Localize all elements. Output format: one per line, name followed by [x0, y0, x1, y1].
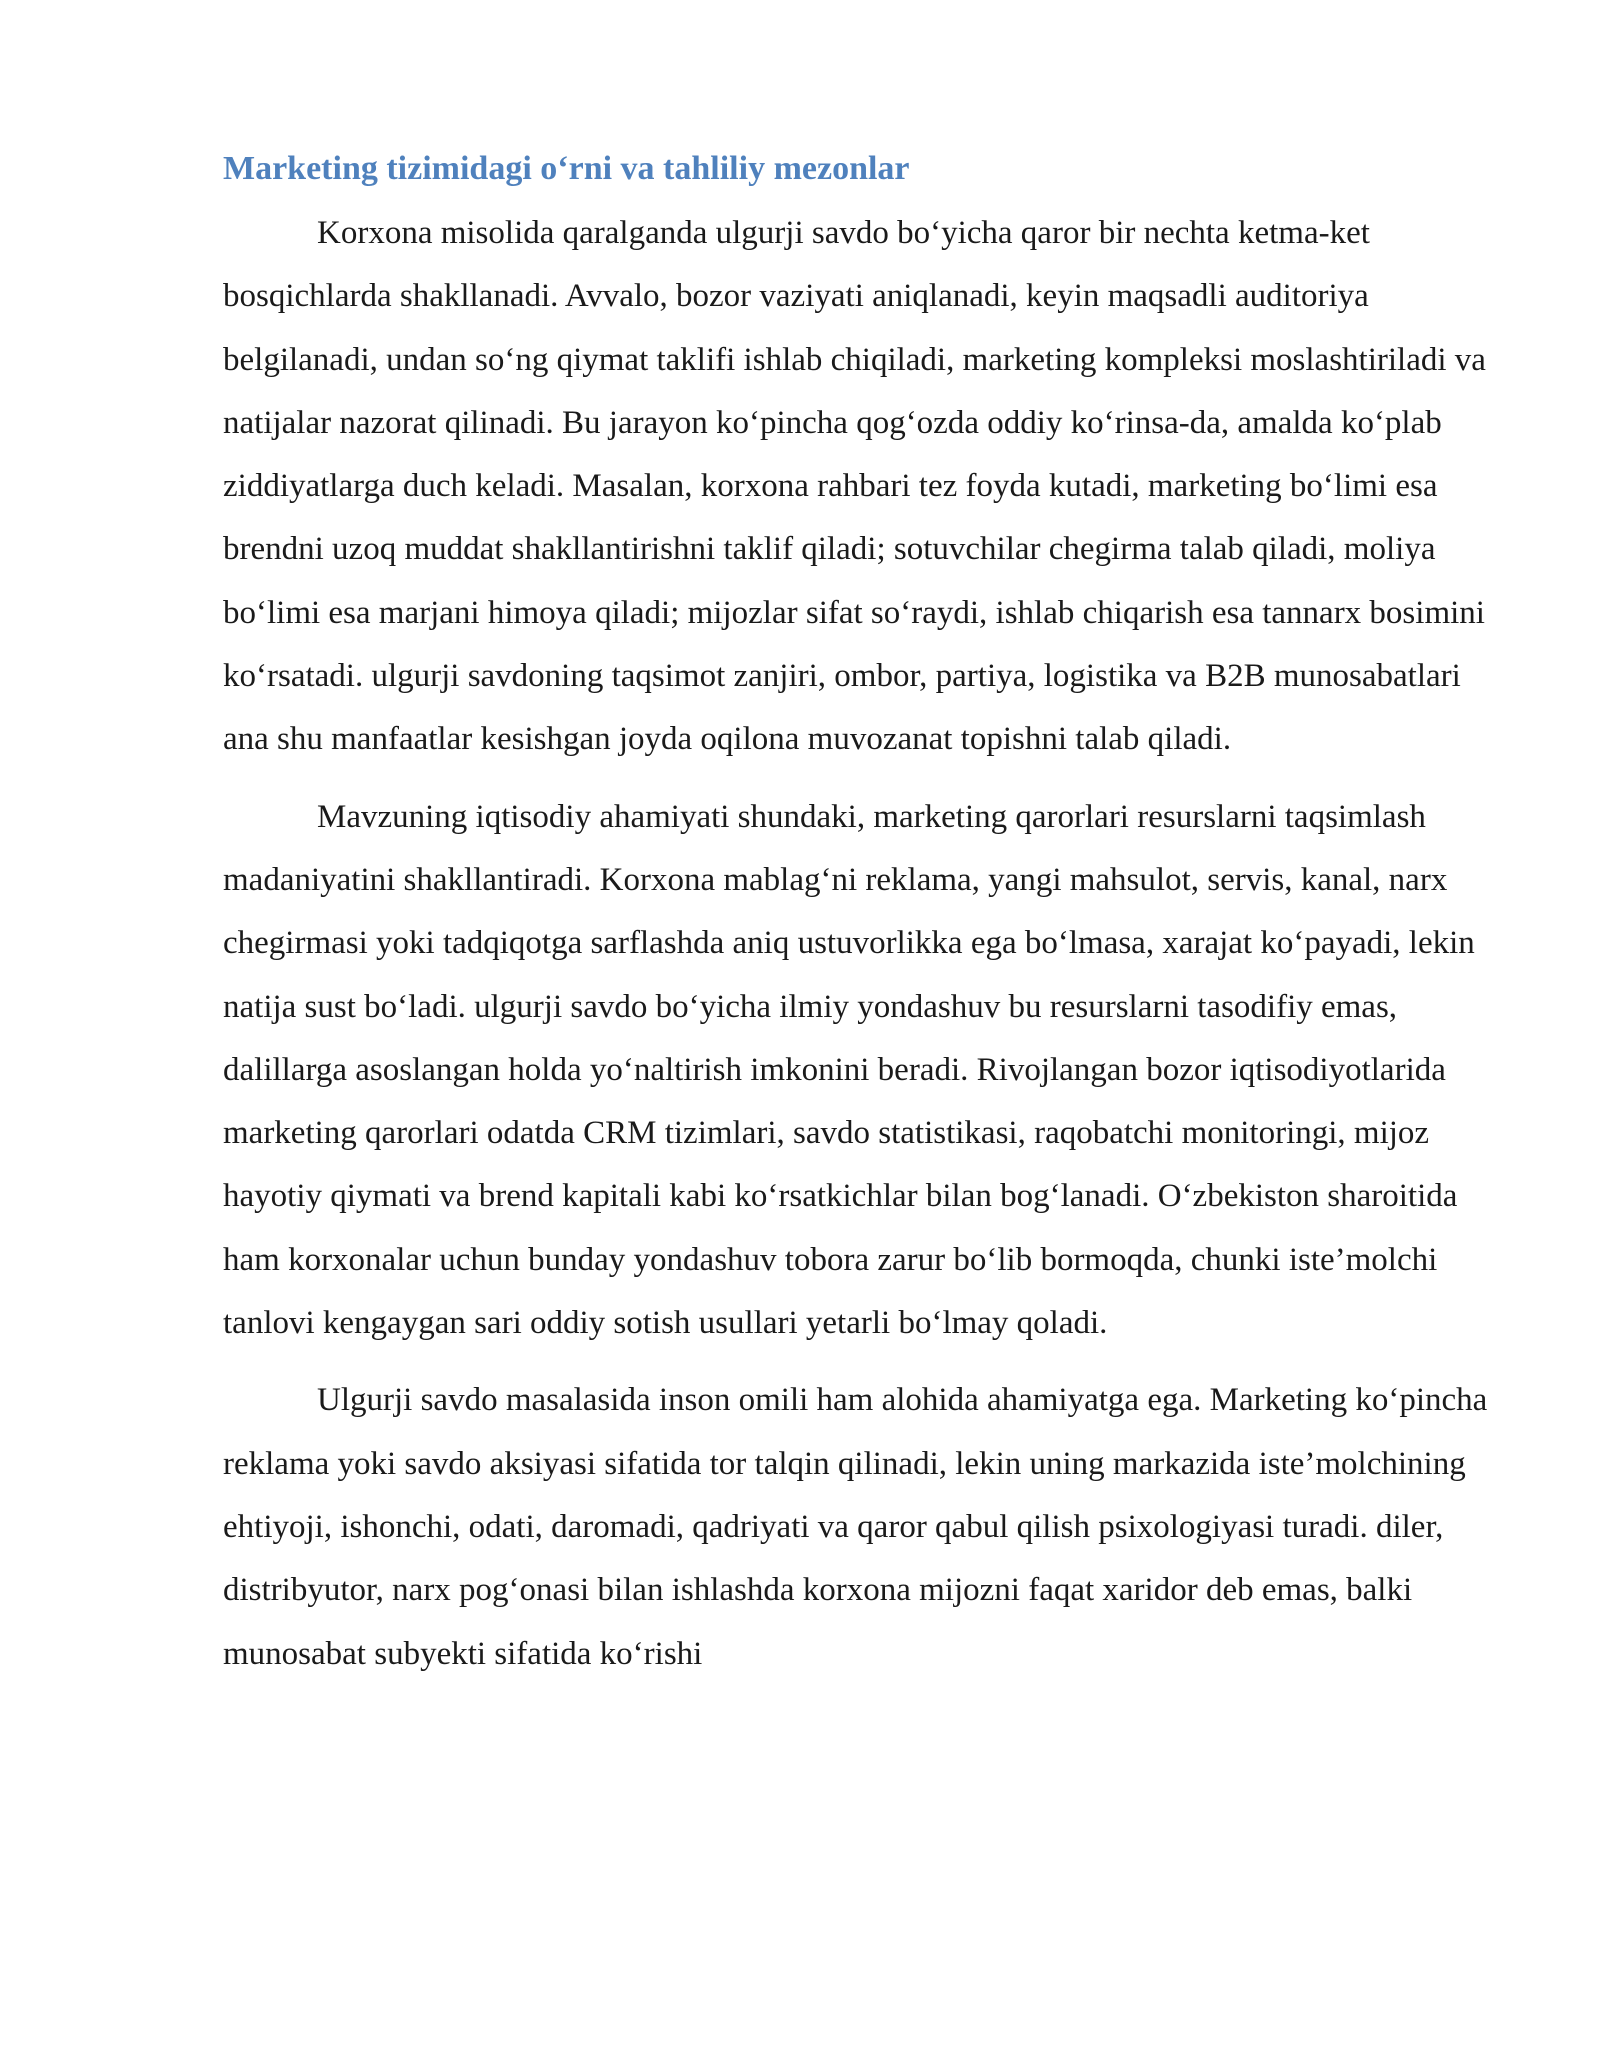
paragraph-1: Korxona misolida qaralganda ulgurji savdo bo‘yicha qaror bir nechta ketma-ket bosqichlarda shakllanadi. Avvalo, bozor vaziyati aniqlanadi, keyin maqsadli auditoriya belgilanadi, undan so‘ng qiymat taklifi ishlab chiqiladi, marketing kompleksi moslashtiriladi va natijalar nazorat qilinadi. Bu jarayon ko‘pincha qog‘ozda oddiy ko‘rinsa-da, amalda ko‘plab ziddiyatlarga duch keladi. Masalan, korxona rahbari tez foyda kutadi, marketing bo‘limi esa brendni uzoq muddat shakllantirishni taklif qiladi; sotuvchilar chegirma talab qiladi, moliya bo‘limi esa marjani himoya qiladi; mijozlar sifat so‘raydi, ishlab chiqarish esa tannarx bosimini ko‘rsatadi. ulgurji savdoning taqsimot zanjiri, ombor, partiya, logistika va B2B munosabatlari ana shu manfaatlar kesishgan joyda oqilona muvozanat topishni talab qiladi.	[223, 215, 1486, 758]
section-heading: Marketing tizimidagi o‘rni va tahliliy mezonlar	[223, 150, 910, 187]
paragraph-3: Ulgurji savdo masalasida inson omili ham alohida ahamiyatga ega. Marketing ko‘pincha reklama yoki savdo aksiyasi sifatida tor talqin qilinadi, lekin uning markazida iste’molchining ehtiyoji, ishonchi, odati, daromadi, qadriyati va qaror qabul qilish psixologiyasi turadi. diler, distribyutor, narx pog‘onasi bilan ishlashda korxona mijozni faqat xaridor deb emas, balki munosabat subyekti sifatida ko‘rishi	[223, 1382, 1488, 1672]
paragraph-2: Mavzuning iqtisodiy ahamiyati shundaki, marketing qarorlari resurslarni taqsimlash madaniyatini shakllantiradi. Korxona mablag‘ni reklama, yangi mahsulot, servis, kanal, narx chegirmasi yoki tadqiqotga sarflashda aniq ustuvorlikka ega bo‘lmasa, xarajat ko‘payadi, lekin natija sust bo‘ladi. ulgurji savdo bo‘yicha ilmiy yondashuv bu resurslarni tasodifiy emas, dalillarga asoslangan holda yo‘naltirish imkonini beradi. Rivojlangan bozor iqtisodiyotlarida marketing qarorlari odatda CRM tizimlari, savdo statistikasi, raqobatchi monitoringi, mijoz hayotiy qiymati va brend kapitali kabi ko‘rsatkichlar bilan bog‘lanadi. O‘zbekiston sharoitida ham korxonalar uchun bunday yondashuv tobora zarur bo‘lib bormoqda, chunki iste’molchi tanlovi kengaygan sari oddiy sotish usullari yetarli bo‘lmay qoladi.	[223, 798, 1475, 1342]
document-body	[223, 146, 1491, 1700]
